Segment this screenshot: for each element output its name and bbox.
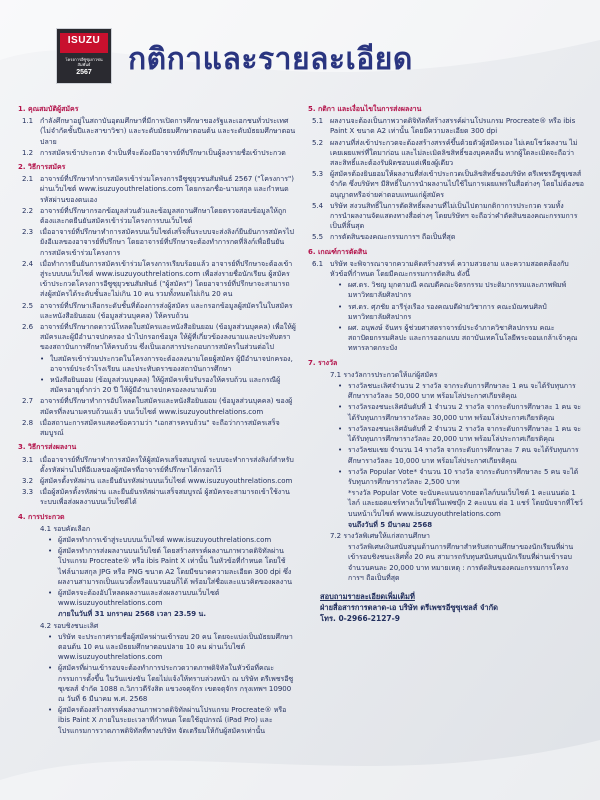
list-item: [18, 418, 296, 438]
item-number: 2.5: [22, 301, 34, 310]
bullet-text: ใบสมัครเข้าร่วมประกวดในโครงการจะต้องลงนามโดยผู้สมัคร ผู้มีอำนาจปกครอง, อาจารย์ประจำโรงเรียน และประทับตราของสถาบันการศึกษา: [50, 354, 293, 373]
item-number: 2.4: [22, 259, 34, 268]
item-text: การตัดสินของคณะกรรมการฯ ถือเป็นที่สุด: [330, 233, 456, 242]
bullet-item: [18, 632, 296, 663]
bullet-icon: •: [338, 424, 343, 433]
logo-year: 2567: [76, 69, 92, 76]
list-item: [18, 148, 296, 158]
prize-item: [308, 424, 584, 444]
item-number: 5.1: [312, 117, 324, 126]
list-item: [18, 396, 296, 416]
bullet-item: [18, 354, 296, 374]
list-item: [18, 206, 296, 226]
judge-item: [308, 302, 584, 322]
bullet-icon: •: [338, 403, 343, 412]
judge-text: ผศ. อนุพงษ์ จันทร ผู้ช่วยศาสตราจารย์ประจำภาควิชาศิลปกรรม คณะสถาปัตยกรรมศิลปะ และการออกแบบ สถาบันเทคโนโลยีพระจอมเกล้าเจ้าคุณทหารลาดกระบัง: [348, 324, 578, 353]
section-6-title: 6. เกณฑ์การตัดสิน: [308, 247, 367, 256]
item-text: อาจารย์ที่ปรึกษากรอกข้อมูลส่วนตัวและข้อมูลสถานศึกษาโดยตรวจสอบข้อมูลให้ถูกต้องและกดยืนยันสมัครเข้าร่วมโครงการบนเว็บไซต์: [40, 206, 287, 226]
bullet-icon: •: [48, 535, 53, 544]
item-text: เมื่อทำการยืนยันการสมัครเข้าร่วมโครงการเรียบร้อยแล้ว อาจารย์ที่ปรึกษาจะต้องเข้าสู่ระบบบนเว็บไซต์ www.isuzuyouthrelations.com เพื่อส่งรายชื่อนักเรียน ผู้สมัครเข้าประกวดโครงการอีซูซุยุวชนสัมพันธ์ ("ผู้สมัคร") โดยอาจารย์ที่ปรึกษาจะสามารถส่งผู้สมัครได้ระดับชั้นละไม่เกิน 10 คน รวมทั้งหมดไม่เกิน 20 คน: [40, 259, 293, 299]
bullet-text: ผู้สมัครต้องสร้างสรรค์ผลงานภาพวาดดิจิทัลผ่านโปรแกรม Procreate® หรือ ibis Paint X ภายในระยะเวลาที่กำหนด โดยใช้อุปกรณ์ (iPad Pro) และโปรแกรมการวาดภาพดิจิทัลที่ทางบริษัท จัดเตรียมให้กับผู้สมัครเท่านั้น: [58, 706, 287, 735]
prize-text: รางวัลรองชนะเลิศอันดับที่ 1 จำนวน 2 รางวัล จากระดับการศึกษาละ 1 คน จะได้รับทุนการศึกษารางวัลละ 30,000 บาท พร้อมโล่ประกาศเกียรติคุณ: [348, 403, 582, 422]
header: [0, 0, 600, 100]
item-text: บริษัท จะพิจารณาจากความคิดสร้างสรรค์ ความสวยงาม และความสอดคล้องกับหัวข้อที่กำหนด โดยมีคณะกรรมการตัดสิน ดังนี้: [330, 259, 569, 279]
bullet-text: ผู้สมัครที่ผ่านเข้ารอบจะต้องทำการประกวดวาดภาพดิจิทัลในหัวข้อที่คณะกรรมการตั้งขึ้น ในวันแข่งขัน โดยไม่แจ้งให้ทราบล่วงหน้า ณ บริษัท ตรีเพชรอีซูซุเซลส์ จำกัด 1088 ถ.วิภาวดีรังสิต แขวงจตุจักร เขตจตุจักร กรุงเทพฯ 10900 ณ วันที่ 6 มีนาคม พ.ศ. 2568: [58, 664, 294, 703]
judge-text: รศ.ดร. ศุภชัย อารีรุ่งเรือง รองคณบดีฝ่ายวิชาการ คณะมัณฑนศิลป์ มหาวิทยาลัยศิลปากร: [348, 302, 547, 321]
section-7-title: 7. รางวัล: [308, 358, 338, 367]
popular-vote-note: *รางวัล Popular Vote จะนับคะแนนจากยอดไลก์บนเว็บไซต์ 1 คะแนนต่อ 1 ไลก์ และยอดแชร์ทางเว็บไซต์ในเฟซบุ๊ก 2 คะแนน ต่อ 1 แชร์ โดยนับจากที่โชว์บนหน้าเว็บไซต์ www.isuzuyouthrelations.com: [348, 489, 583, 518]
bullet-icon: •: [40, 354, 45, 363]
bullet-text: หนังสือยินยอม (ข้อมูลส่วนบุคคล) ให้ผู้สมัครเซ็นรับรองให้ครบถ้วน และกรณีผู้สมัครอายุต่ำกว่า 20 ปี ให้ผู้มีอำนาจปกครองลงนามด้วย: [50, 376, 281, 395]
item-text: ผู้สมัครต้องยินยอมให้ผลงานที่ส่งเข้าประกวดเป็นลิขสิทธิ์ของบริษัท ตรีเพชรอีซูซุเซลส์ จำกัด ซึ่งบริษัทฯ มีสิทธิ์ในการนำผลงานไปใช้ในการเผยแพร่ในสื่อต่างๆ โดยไม่ต้องขออนุญาตหรือจ่ายค่าตอบแทนแก่ผู้สมัคร: [330, 170, 584, 199]
special-prize-text: รางวัลพิเศษเงินสนับสนุนด้านการศึกษาสำหรับสถานศึกษาของนักเรียนที่ผ่านเข้ารอบชิงชนะเลิศทั้ง 20 คน สามารถรับทุนสนับสนุนนักเรียนที่ผ่านเข้ารอบ จำนวนคนละ 20,000 บาท หมายเหตุ : การตัดสินของคณะกรรมการโครงการฯ ถือเป็นที่สุด: [348, 543, 574, 582]
item-text: อาจารย์ที่ปรึกษาเลือกระดับชั้นที่ต้องการส่งผู้สมัคร และกรอกข้อมูลผู้สมัครในใบสมัครและหนังสือยินยอม (ข้อมูลส่วนบุคคล) ให้ครบถ้วน: [40, 301, 293, 320]
bullet-text: ผู้สมัครทำการเข้าสู่ระบบบนเว็บไซต์ www.isuzuyouthrelations.com: [58, 535, 272, 544]
item-text: เมื่อผู้สมัครตั้งรหัสผ่าน และยืนยันรหัสผ่านเสร็จสมบูรณ์ ผู้สมัครจะสามารถเข้าใช้งานระบบเพื่อส่งผลงานบนเว็บไซต์ได้: [40, 488, 290, 507]
item-text: อาจารย์ที่ปรึกษากดดาวน์โหลดใบสมัครและหนังสือยินยอม (ข้อมูลส่วนบุคคล) เพื่อให้ผู้สมัครและผู้มีอำนาจปกครอง นำไปกรอกข้อมูล ให้ผู้ที่เกี่ยวข้องลงนามและประทับตรา ของสถาบันการศึกษาให้ครบถ้วน ซึ่งเป็นเอกสารประกอบการสมัครในส่วนต่อไป: [40, 323, 296, 352]
list-item: [18, 455, 296, 475]
bullet-icon: •: [338, 281, 343, 290]
section-3-title: 3. วิธีการส่งผลงาน: [18, 443, 77, 452]
item-number: 3.3: [22, 488, 34, 497]
contact-phone: โทร. 0-2966-2127-9: [320, 613, 400, 623]
item-text: เมื่ออาจารย์ที่ปรึกษาทำการสมัครบนเว็บไซต์เสร็จสิ้นระบบจะส่งลิงก์ยืนยันการสมัครไปยังอีเมลของอาจารย์ที่ปรึกษา โดยอาจารย์ที่ปรึกษาจะต้องทำการกดที่ลิงก์เพื่อยืนยันการสมัครเข้าร่วมโครงการ: [40, 228, 294, 257]
contact-title: สอบถามรายละเอียดเพิ่มเติมที่: [320, 591, 415, 601]
list-item: [308, 232, 584, 242]
bullet-text: บริษัท จะประกาศรายชื่อผู้สมัครผ่านเข้ารอบ 20 คน โดยจะแบ่งเป็นมัธยมศึกษาตอนต้น 10 คน และมัธยมศึกษาตอนปลาย 10 คน ผ่านเว็บไซต์ www.isuzuyouthrelations.com: [58, 632, 293, 662]
bullet-icon: •: [48, 632, 53, 641]
logo-subtitle: โครงการอีซูซุเยาวชนสัมพันธ์: [65, 57, 103, 67]
bullet-icon: •: [338, 324, 343, 333]
bullet-item: [18, 663, 296, 704]
round-2-title: 4.2 รอบชิงชนะเลิศ: [40, 621, 99, 630]
list-item: [18, 301, 296, 321]
right-column: [308, 100, 584, 624]
item-number: 3.2: [22, 476, 34, 485]
item-number: 2.7: [22, 397, 34, 406]
bullet-icon: •: [48, 664, 53, 673]
item-text: เมื่อสถานะการสมัครแสดงข้อความว่า "เอกสารครบถ้วน" จะถือว่าการสมัครเสร็จสมบูรณ์: [40, 418, 280, 438]
list-item: [18, 259, 296, 300]
bullet-text: ผู้สมัครทำการส่งผลงานบนเว็บไซต์ โดยสร้างสรรค์ผลงานภาพวาดดิจิทัลผ่านโปรแกรม Procreate® หรือ ibis Paint X เท่านั้น ในหัวข้อที่กำหนด โดยใช้ไฟล์นามสกุล JPG หรือ PNG ขนาด A2 โดยมีขนาดความละเอียด 300 dpi ซึ่งผลงานสามารถเป็นแนวตั้งหรือแนวนอนก็ได้ พร้อมใส่ชื่อและแนวคิดของผลงาน: [58, 547, 292, 586]
prize-text: รางวัลชมเชย จำนวน 14 รางวัล จากระดับการศึกษาละ 7 คน จะได้รับทุนการศึกษารางวัลละ 10,000 บาท พร้อมโล่ประกาศเกียรติคุณ: [348, 446, 579, 465]
list-item: [18, 476, 296, 486]
item-text: ผลงานจะต้องเป็นภาพวาดดิจิทัลที่สร้างสรรค์ผ่านโปรแกรม Procreate® หรือ ibis Paint X ขนาด A2 เท่านั้น โดยมีความละเอียด 300 dpi: [330, 117, 576, 136]
bullet-icon: •: [338, 302, 343, 311]
bullet-item: [18, 588, 296, 608]
popular-vote-deadline: จนถึงวันที่ 5 มีนาคม 2568: [348, 520, 433, 529]
list-item: [18, 322, 296, 353]
item-number: 2.8: [22, 418, 34, 427]
item-number: 5.3: [312, 170, 324, 179]
bullet-icon: •: [48, 706, 53, 715]
item-text: กำลังศึกษาอยู่ในสถาบันอุดมศึกษาที่มีการเปิดการศึกษาของรัฐและเอกชนทั่วประเทศ (ไม่จำกัดชั้นปีและสาขาวิชา) และระดับมัธยมศึกษาตอนต้น และระดับมัธยมศึกษาตอนปลาย: [40, 117, 296, 146]
section-2-title: 2. วิธีการสมัคร: [18, 163, 66, 172]
section-1-title: 1. คุณสมบัติผู้สมัคร: [18, 105, 79, 113]
logo-brand: ISUZU: [67, 35, 101, 46]
item-number: 1.2: [22, 148, 34, 157]
item-number: 2.2: [22, 206, 34, 215]
item-number: 2.6: [22, 323, 34, 332]
list-item: [18, 174, 296, 205]
bullet-icon: •: [48, 588, 53, 597]
item-number: 2.3: [22, 228, 34, 237]
prize-text: รางวัลชนะเลิศจำนวน 2 รางวัล จากระดับการศึกษาละ 1 คน จะได้รับทุนการศึกษารางวัลละ 50,000 บาท พร้อมโล่ประกาศเกียรติคุณ: [348, 382, 576, 401]
item-text: อาจารย์ที่ปรึกษาทำการสมัครเข้าร่วมโครงการอีซูซุยุวชนสัมพันธ์ 2567 ("โครงการ") ผ่านเว็บไซต์ www.isuzuyouthrelations.com โดยกรอกชื่อ-นามสกุล และกำหนดรหัสผ่านของตนเอง: [40, 175, 294, 204]
bullet-icon: •: [40, 376, 45, 385]
isuzu-logo: [56, 28, 112, 84]
section-4-title: 4. การประกวด: [18, 512, 65, 521]
item-text: การสมัครเข้าประกวด จำเป็นที่จะต้องมีอาจารย์ที่ปรึกษาเป็นผู้ลงรายชื่อเข้าประกวด: [40, 148, 286, 157]
section-5-title: 5. กติกา และเงื่อนไขในการส่งผลงาน: [308, 105, 422, 113]
bullet-item: [18, 375, 296, 395]
prize-round-2-title: 7.2 รางวัลพิเศษให้แก่สถานศึกษา: [330, 531, 430, 540]
item-number: 5.2: [312, 138, 324, 147]
item-text: ผู้สมัครตั้งรหัสผ่าน และยืนยันรหัสผ่านบนเว็บไซต์ www.isuzuyouthrelations.com: [40, 476, 293, 485]
prize-item: [308, 381, 584, 401]
page-title: กติกาและรายละเอียด: [128, 42, 413, 77]
bullet-item: [18, 546, 296, 587]
item-text: บริษัท สงวนสิทธิ์ในการตัดสิทธิ์ผลงานที่ไม่เป็นไปตามกติกาการประกวด รวมทั้งการนำผลงานจัดแสดงทางสื่อต่างๆ โดยบริษัทฯ จะถือว่าคำตัดสินของคณะกรรมการเป็นที่สิ้นสุด: [330, 201, 578, 231]
left-column: [18, 100, 296, 737]
item-text: อาจารย์ที่ปรึกษาทำการอัปโหลดใบสมัครและหนังสือยินยอม (ข้อมูลส่วนบุคคล) ของผู้สมัครที่ลงนามครบถ้วนแล้ว บนเว็บไซต์ www.isuzuyouthrelations.com: [40, 397, 293, 416]
item-number: 5.4: [312, 201, 324, 210]
list-item: [18, 487, 296, 507]
bullet-item: [18, 535, 296, 545]
item-number: 5.5: [312, 233, 324, 242]
prize-item: [308, 402, 584, 422]
item-text: ผลงานที่ส่งเข้าประกวดจะต้องสร้างสรรค์ขึ้นด้วยตัวผู้สมัครเอง ไม่เคยโชว์ผลงาน ไม่เคยเผยแพร่ที่ใดมาก่อน และไม่ละเมิดลิขสิทธิ์ของบุคคลอื่น หากผู้ใดละเมิดจะถือว่าสละสิทธิ์และต้องรับผิดชอบแต่เพียงผู้เดียว: [330, 138, 578, 168]
item-text: เมื่ออาจารย์ที่ปรึกษาทำการสมัครให้ผู้สมัครเสร็จสมบูรณ์ ระบบจะทำการส่งลิงก์สำหรับตั้งรหัสผ่านไปที่อีเมลของผู้สมัครที่อาจารย์ที่ปรึกษาได้กรอกไว้: [40, 455, 294, 474]
judge-item: [308, 280, 584, 300]
item-number: 2.1: [22, 175, 34, 184]
item-number: 3.1: [22, 455, 34, 464]
contact-block: [308, 591, 584, 624]
prize-item: [308, 445, 584, 465]
bullet-text: ผู้สมัครจะต้องอัปโหลดผลงานและส่งผลงานบนเว็บไซต์ www.isuzuyouthrelations.com: [58, 588, 220, 608]
contact-department: ฝ่ายสื่อสารการตลาด-เอ บริษัท ตรีเพชรอีซูซุเซลส์ จำกัด: [320, 602, 498, 612]
bullet-icon: •: [338, 446, 343, 455]
bullet-item: [18, 705, 296, 736]
prize-text: รางวัล Popular Vote* จำนวน 10 รางวัล จากระดับการศึกษาละ 5 คน จะได้รับทุนการศึกษารางวัลละ 2,500 บาท: [348, 467, 579, 486]
judge-text: ผศ.ดร. วิชญ มุกดามณี คณบดีคณะจิตรกรรม ประติมากรรมและภาพพิมพ์ มหาวิทยาลัยศิลปากร: [348, 281, 567, 300]
prize-text: รางวัลรองชนะเลิศอันดับที่ 2 จำนวน 2 รางวัล จากระดับการศึกษาละ 1 คน จะได้รับทุนการศึกษารางวัลละ 20,000 บาท พร้อมโล่ประกาศเกียรติคุณ: [348, 424, 582, 444]
prize-round-1-title: 7.1 รางวัลการประกวดให้แก่ผู้สมัคร: [330, 370, 438, 379]
list-item: [308, 138, 584, 169]
list-item: [308, 201, 584, 232]
bullet-icon: •: [48, 547, 53, 556]
item-number: 1.1: [22, 117, 34, 126]
list-item: [308, 169, 584, 200]
list-item: [18, 227, 296, 258]
bullet-icon: •: [338, 467, 343, 476]
submission-deadline: ภายในวันที่ 31 มกราคม 2568 เวลา 23.59 น.: [58, 610, 206, 619]
list-item: [308, 259, 584, 279]
round-1-title: 4.1 รอบคัดเลือก: [40, 524, 91, 533]
judge-item: [308, 323, 584, 354]
bullet-icon: •: [338, 382, 343, 391]
item-number: 6.1: [312, 259, 324, 268]
list-item: [18, 116, 296, 147]
list-item: [308, 116, 584, 136]
prize-item: [308, 467, 584, 487]
